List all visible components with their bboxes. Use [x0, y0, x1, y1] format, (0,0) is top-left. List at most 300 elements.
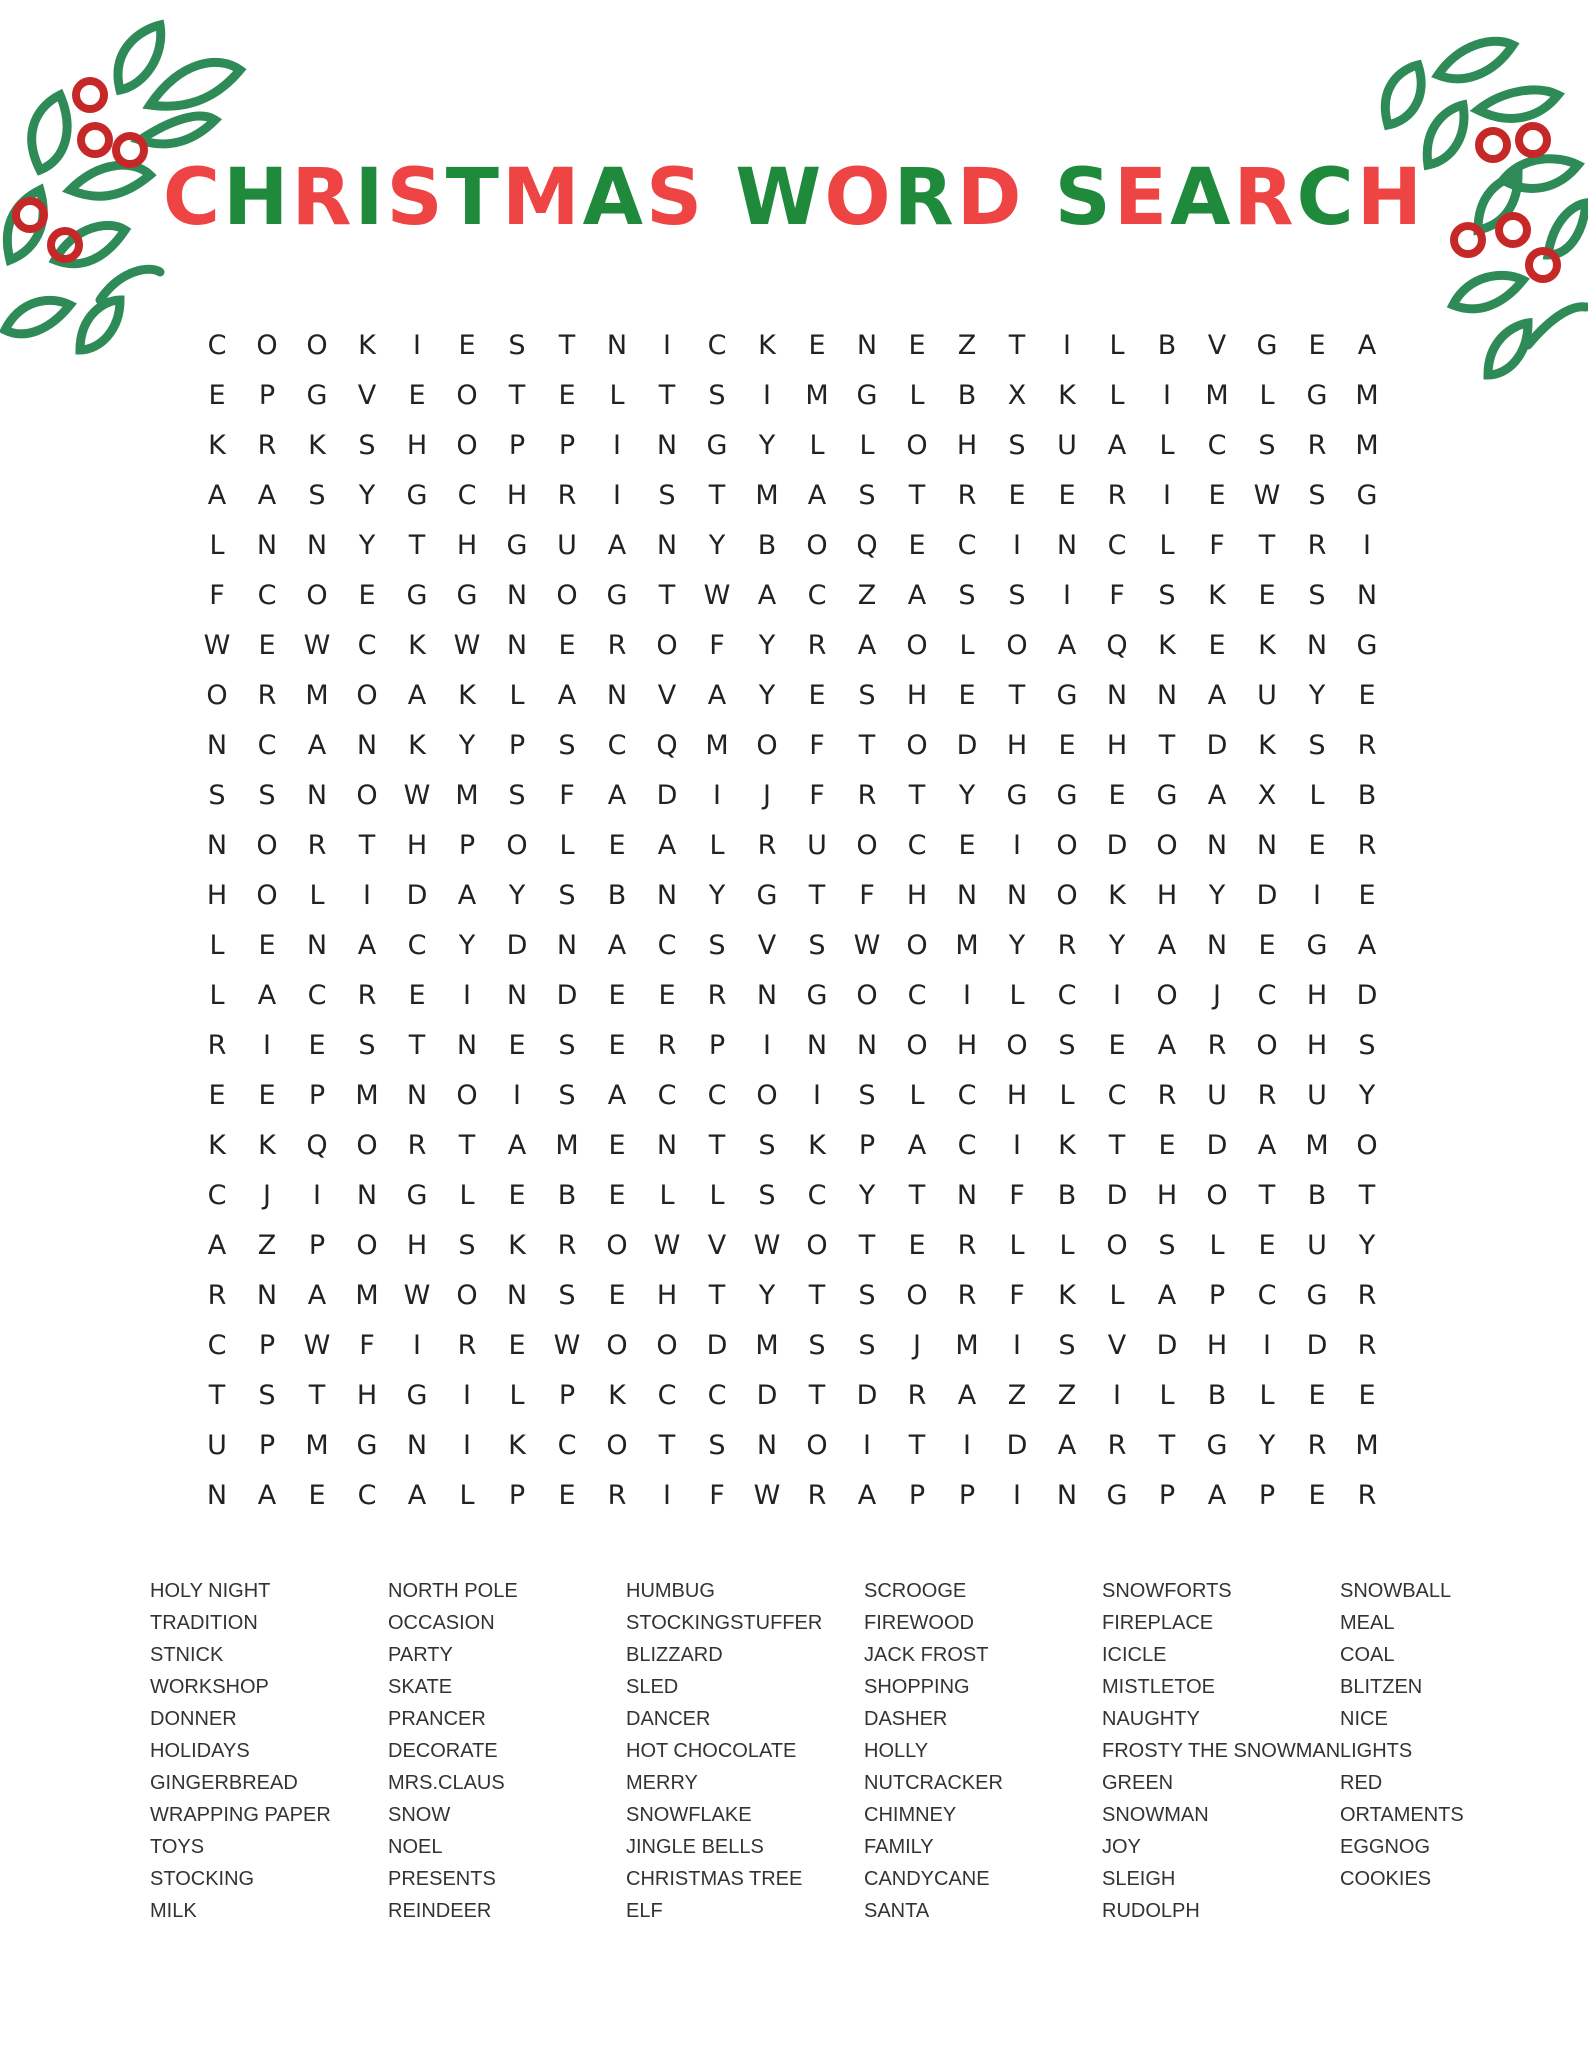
grid-letter: N [1206, 929, 1228, 961]
word-list-item: BLITZEN [1340, 1676, 1423, 1698]
grid-letter: N [856, 329, 878, 361]
title-letter: R [893, 153, 957, 243]
grid-letter: N [406, 1079, 428, 1111]
grid-letter: L [509, 1379, 525, 1411]
grid-letter: E [1308, 329, 1326, 361]
grid-letter: P [558, 429, 576, 461]
grid-letter: S [558, 1029, 576, 1061]
grid-letter: R [1357, 1479, 1377, 1511]
grid-letter: T [658, 1429, 676, 1461]
grid-letter: I [1013, 829, 1021, 861]
grid-letter: G [1056, 679, 1078, 711]
grid-letter: N [1106, 679, 1128, 711]
grid-letter: K [358, 329, 376, 361]
grid-letter: C [307, 979, 327, 1011]
grid-letter: O [256, 329, 278, 361]
grid-letter: T [1358, 1179, 1376, 1211]
grid-letter: N [1356, 579, 1378, 611]
grid-letter: L [1059, 1229, 1075, 1261]
word-list-item: PARTY [388, 1644, 453, 1666]
grid-letter: N [206, 1479, 228, 1511]
grid-letter: E [608, 1129, 626, 1161]
grid-letter: K [208, 429, 226, 461]
grid-letter: C [257, 729, 277, 761]
grid-letter: M [455, 779, 479, 811]
title-letter: H [1356, 153, 1426, 243]
grid-letter: C [1257, 979, 1277, 1011]
grid-letter: I [763, 1029, 771, 1061]
grid-letter: I [1013, 529, 1021, 561]
grid-letter: E [608, 979, 626, 1011]
title-letter: W [735, 153, 825, 243]
grid-letter: T [508, 379, 526, 411]
word-list-item: DECORATE [388, 1740, 498, 1762]
grid-letter: L [859, 429, 875, 461]
grid-letter: C [907, 979, 927, 1011]
grid-letter: R [1257, 1079, 1277, 1111]
grid-letter: A [657, 829, 677, 861]
grid-letter: B [757, 529, 777, 561]
grid-letter: T [908, 1179, 926, 1211]
grid-letter: O [1256, 1029, 1278, 1061]
grid-letter: O [856, 979, 878, 1011]
grid-letter: P [908, 1479, 926, 1511]
grid-letter: M [555, 1129, 579, 1161]
grid-letter: N [506, 1279, 528, 1311]
grid-letter: H [206, 879, 228, 911]
grid-letter: S [858, 1079, 876, 1111]
grid-letter: O [606, 1229, 628, 1261]
grid-letter: A [257, 1479, 277, 1511]
grid-letter: P [1258, 1479, 1276, 1511]
grid-letter: C [357, 629, 377, 661]
grid-letter: O [256, 879, 278, 911]
grid-letter: J [913, 1329, 921, 1361]
grid-letter: V [657, 679, 677, 711]
grid-letter: G [1156, 779, 1178, 811]
grid-letter: H [406, 1229, 428, 1261]
grid-letter: E [1258, 579, 1276, 611]
grid-letter: N [806, 1029, 828, 1061]
grid-letter: G [356, 1429, 378, 1461]
grid-letter: C [1257, 1279, 1277, 1311]
grid-letter: R [607, 629, 627, 661]
grid-letter: A [1157, 929, 1177, 961]
grid-letter: O [356, 679, 378, 711]
grid-letter: I [1313, 879, 1321, 911]
grid-letter: E [1258, 929, 1276, 961]
grid-letter: R [1307, 1429, 1327, 1461]
grid-letter: C [207, 329, 227, 361]
grid-letter: Y [508, 879, 526, 911]
grid-letter: P [308, 1079, 326, 1111]
grid-letter: A [607, 1079, 627, 1111]
grid-letter: G [406, 1379, 428, 1411]
grid-letter: I [1113, 1379, 1121, 1411]
grid-letter: U [1207, 1079, 1227, 1111]
grid-letter: W [453, 629, 481, 661]
grid-letter: G [1306, 929, 1328, 961]
grid-letter: E [908, 529, 926, 561]
grid-letter: K [408, 629, 426, 661]
grid-letter: Y [1258, 1429, 1276, 1461]
grid-letter: C [1057, 979, 1077, 1011]
grid-letter: S [358, 429, 376, 461]
grid-letter: A [1107, 429, 1127, 461]
grid-letter: P [308, 1229, 326, 1261]
grid-letter: D [756, 1379, 778, 1411]
word-list-item: STOCKINGSTUFFER [626, 1612, 823, 1634]
grid-letter: S [1008, 579, 1026, 611]
grid-letter: S [858, 1329, 876, 1361]
grid-letter: G [806, 979, 828, 1011]
grid-letter: L [459, 1179, 475, 1211]
grid-letter: S [258, 779, 276, 811]
grid-letter: H [1206, 1329, 1228, 1361]
word-list-item: HOLIDAYS [150, 1740, 250, 1762]
title-letter: S [645, 153, 706, 243]
grid-letter: E [208, 379, 226, 411]
grid-letter: D [1006, 1429, 1028, 1461]
grid-letter: A [1207, 1479, 1227, 1511]
word-list-item: DONNER [150, 1708, 237, 1730]
grid-letter: B [1207, 1379, 1227, 1411]
grid-letter: P [1158, 1479, 1176, 1511]
grid-letter: C [657, 1379, 677, 1411]
grid-letter: T [908, 479, 926, 511]
grid-letter: E [258, 929, 276, 961]
grid-letter: M [305, 1429, 329, 1461]
grid-letter: W [553, 1329, 581, 1361]
word-list-item: HOT CHOCOLATE [626, 1740, 797, 1762]
grid-letter: F [1009, 1279, 1025, 1311]
grid-letter: R [307, 829, 327, 861]
grid-letter: L [509, 679, 525, 711]
grid-letter: E [258, 629, 276, 661]
grid-letter: T [408, 1029, 426, 1061]
grid-letter: N [1056, 529, 1078, 561]
grid-letter: H [956, 1029, 978, 1061]
grid-letter: F [859, 879, 875, 911]
grid-letter: T [208, 1379, 226, 1411]
word-list-item: HOLLY [864, 1740, 929, 1762]
grid-letter: C [1107, 529, 1127, 561]
grid-letter: D [706, 1329, 728, 1361]
grid-letter: C [807, 1179, 827, 1211]
grid-letter: O [356, 779, 378, 811]
grid-letter: E [1058, 479, 1076, 511]
word-list-item: MILK [150, 1900, 197, 1922]
grid-letter: D [856, 1379, 878, 1411]
grid-letter: K [1058, 1279, 1076, 1311]
grid-letter: T [808, 1279, 826, 1311]
grid-letter: N [256, 529, 278, 561]
grid-letter: G [506, 529, 528, 561]
grid-letter: C [707, 1379, 727, 1411]
grid-letter: D [506, 929, 528, 961]
word-list-item: ELF [626, 1900, 663, 1922]
grid-letter: N [1256, 829, 1278, 861]
grid-letter: E [1208, 479, 1226, 511]
grid-letter: D [1106, 829, 1128, 861]
grid-letter: S [358, 1029, 376, 1061]
grid-letter: E [308, 1479, 326, 1511]
word-list-item: SHOPPING [864, 1676, 970, 1698]
grid-letter: E [508, 1029, 526, 1061]
grid-letter: F [1109, 579, 1125, 611]
grid-letter: C [957, 1079, 977, 1111]
grid-letter: O [506, 829, 528, 861]
grid-letter: M [355, 1279, 379, 1311]
grid-letter: S [308, 479, 326, 511]
grid-letter: A [857, 629, 877, 661]
grid-letter: N [1306, 629, 1328, 661]
title-letter: H [223, 153, 292, 243]
grid-letter: C [407, 929, 427, 961]
grid-letter: S [858, 1279, 876, 1311]
grid-letter: A [1257, 1129, 1277, 1161]
grid-letter: D [956, 729, 978, 761]
grid-letter: H [1156, 879, 1178, 911]
grid-letter: I [513, 1079, 521, 1111]
grid-letter: O [356, 1129, 378, 1161]
grid-letter: A [1207, 679, 1227, 711]
grid-letter: A [607, 929, 627, 961]
grid-letter: M [705, 729, 729, 761]
grid-letter: N [856, 1029, 878, 1061]
grid-letter: S [708, 379, 726, 411]
grid-letter: R [1357, 729, 1377, 761]
grid-letter: Y [1208, 879, 1226, 911]
grid-letter: E [1308, 829, 1326, 861]
grid-letter: S [1258, 429, 1276, 461]
grid-letter: C [907, 829, 927, 861]
grid-letter: E [1258, 1229, 1276, 1261]
grid-letter: W [753, 1229, 781, 1261]
grid-letter: L [209, 529, 225, 561]
grid-letter: V [1107, 1329, 1127, 1361]
grid-letter: S [858, 479, 876, 511]
word-list-item: NOEL [388, 1836, 443, 1858]
grid-letter: K [308, 429, 326, 461]
word-list-item: JACK FROST [864, 1644, 989, 1666]
word-list-item: SNOWMAN [1102, 1804, 1209, 1826]
grid-letter: J [1213, 979, 1221, 1011]
grid-letter: H [406, 829, 428, 861]
grid-letter: T [808, 1379, 826, 1411]
title-letter: T [445, 153, 502, 243]
grid-letter: F [1209, 529, 1225, 561]
grid-letter: I [313, 1179, 321, 1211]
grid-letter: B [607, 879, 627, 911]
grid-letter: B [1157, 329, 1177, 361]
grid-letter: O [1106, 1229, 1128, 1261]
grid-letter: M [1355, 379, 1379, 411]
grid-letter: A [907, 1129, 927, 1161]
grid-letter: A [607, 529, 627, 561]
word-list-item: SLED [626, 1676, 679, 1698]
grid-letter: H [1006, 1079, 1028, 1111]
grid-letter: W [653, 1229, 681, 1261]
grid-letter: O [1056, 829, 1078, 861]
grid-letter: Y [708, 879, 726, 911]
grid-letter: R [1357, 1329, 1377, 1361]
grid-letter: I [1013, 1329, 1021, 1361]
grid-letter: F [1009, 1179, 1025, 1211]
grid-letter: O [806, 1229, 828, 1261]
grid-letter: I [1163, 379, 1171, 411]
grid-letter: L [1259, 1379, 1275, 1411]
grid-letter: I [663, 329, 671, 361]
grid-letter: W [1253, 479, 1281, 511]
grid-letter: R [657, 1029, 677, 1061]
title-letter: S [1054, 153, 1114, 243]
grid-letter: O [756, 729, 778, 761]
grid-letter: Q [656, 729, 678, 761]
grid-letter: E [308, 1029, 326, 1061]
grid-letter: I [963, 979, 971, 1011]
grid-letter: R [357, 979, 377, 1011]
grid-letter: S [558, 879, 576, 911]
grid-letter: R [1307, 529, 1327, 561]
grid-letter: O [656, 629, 678, 661]
grid-letter: O [556, 579, 578, 611]
grid-letter: U [1257, 679, 1277, 711]
grid-letter: T [1158, 729, 1176, 761]
grid-letter: A [957, 1379, 977, 1411]
word-list-column [864, 1575, 1102, 1927]
grid-letter: M [305, 679, 329, 711]
grid-letter: A [1357, 329, 1377, 361]
grid-letter: E [958, 679, 976, 711]
grid-letter: E [1308, 1479, 1326, 1511]
word-list-item: OCCASION [388, 1612, 495, 1634]
grid-letter: L [1059, 1079, 1075, 1111]
grid-letter: O [756, 1079, 778, 1111]
grid-letter: R [207, 1029, 227, 1061]
grid-letter: O [806, 529, 828, 561]
grid-letter: Y [1108, 929, 1126, 961]
grid-letter: E [1108, 779, 1126, 811]
grid-letter: T [308, 1379, 326, 1411]
grid-letter: N [356, 729, 378, 761]
grid-letter: K [808, 1129, 826, 1161]
grid-letter: L [1109, 1279, 1125, 1311]
grid-letter: T [358, 829, 376, 861]
grid-letter: S [808, 1329, 826, 1361]
grid-letter: H [1306, 1029, 1328, 1061]
word-list-item: NORTH POLE [388, 1580, 518, 1602]
word-list-item: JOY [1102, 1836, 1141, 1858]
grid-letter: E [1008, 479, 1026, 511]
grid-letter: G [606, 579, 628, 611]
grid-letter: R [957, 1229, 977, 1261]
grid-letter: B [1307, 1179, 1327, 1211]
grid-letter: E [958, 829, 976, 861]
grid-letter: K [1258, 629, 1276, 661]
grid-letter: C [707, 329, 727, 361]
title-letter: I [354, 153, 387, 243]
grid-letter: F [809, 729, 825, 761]
grid-letter: A [257, 979, 277, 1011]
grid-letter: L [1259, 379, 1275, 411]
grid-letter: O [1206, 1179, 1228, 1211]
word-list-column [626, 1575, 864, 1927]
title-letter: S [386, 153, 446, 243]
grid-letter: B [1057, 1179, 1077, 1211]
grid-letter: R [607, 1479, 627, 1511]
grid-letter: G [406, 479, 428, 511]
grid-letter: I [713, 779, 721, 811]
word-list-item: NUTCRACKER [864, 1772, 1003, 1794]
grid-letter: A [357, 929, 377, 961]
grid-letter: G [1056, 779, 1078, 811]
grid-letter: R [757, 829, 777, 861]
word-list-item: WRAPPING PAPER [150, 1804, 331, 1826]
grid-letter: J [263, 1179, 271, 1211]
word-list-item: FIREPLACE [1102, 1612, 1214, 1634]
grid-letter: G [1106, 1479, 1128, 1511]
grid-letter: H [406, 429, 428, 461]
grid-letter: Y [1358, 1079, 1376, 1111]
grid-letter: E [808, 679, 826, 711]
word-list-item: GINGERBREAD [150, 1772, 298, 1794]
word-list-item: COOKIES [1340, 1868, 1432, 1890]
grid-letter: O [1156, 979, 1178, 1011]
word-list-item: MISTLETOE [1102, 1676, 1215, 1698]
grid-letter: R [1107, 479, 1127, 511]
grid-letter: U [807, 829, 827, 861]
grid-letter: G [1306, 1279, 1328, 1311]
grid-letter: O [906, 629, 928, 661]
grid-letter: P [858, 1129, 876, 1161]
grid-letter: K [508, 1229, 526, 1261]
grid-letter: O [456, 1079, 478, 1111]
grid-letter: Y [858, 1179, 876, 1211]
grid-letter: H [656, 1279, 678, 1311]
grid-letter: N [656, 529, 678, 561]
title-letter: C [1296, 153, 1357, 243]
grid-letter: F [209, 579, 225, 611]
grid-letter: P [258, 1429, 276, 1461]
grid-letter: F [559, 779, 575, 811]
word-list-column [150, 1575, 388, 1927]
grid-letter: R [807, 629, 827, 661]
grid-letter: S [258, 1379, 276, 1411]
grid-letter: L [959, 629, 975, 661]
grid-letter: O [456, 1279, 478, 1311]
grid-letter: M [955, 1329, 979, 1361]
grid-letter: W [303, 1329, 331, 1361]
grid-letter: K [258, 1129, 276, 1161]
grid-letter: H [956, 429, 978, 461]
grid-letter: G [406, 579, 428, 611]
grid-letter: L [659, 1179, 675, 1211]
grid-letter: N [606, 329, 628, 361]
grid-letter: A [1157, 1029, 1177, 1061]
grid-letter: B [957, 379, 977, 411]
grid-letter: S [808, 929, 826, 961]
grid-letter: D [656, 779, 678, 811]
grid-letter: T [658, 379, 676, 411]
word-list-item: RED [1340, 1772, 1383, 1794]
grid-letter: L [609, 379, 625, 411]
grid-letter: K [508, 1429, 526, 1461]
grid-letter: D [406, 879, 428, 911]
grid-letter: I [263, 1029, 271, 1061]
grid-letter: E [908, 329, 926, 361]
grid-letter: M [355, 1079, 379, 1111]
